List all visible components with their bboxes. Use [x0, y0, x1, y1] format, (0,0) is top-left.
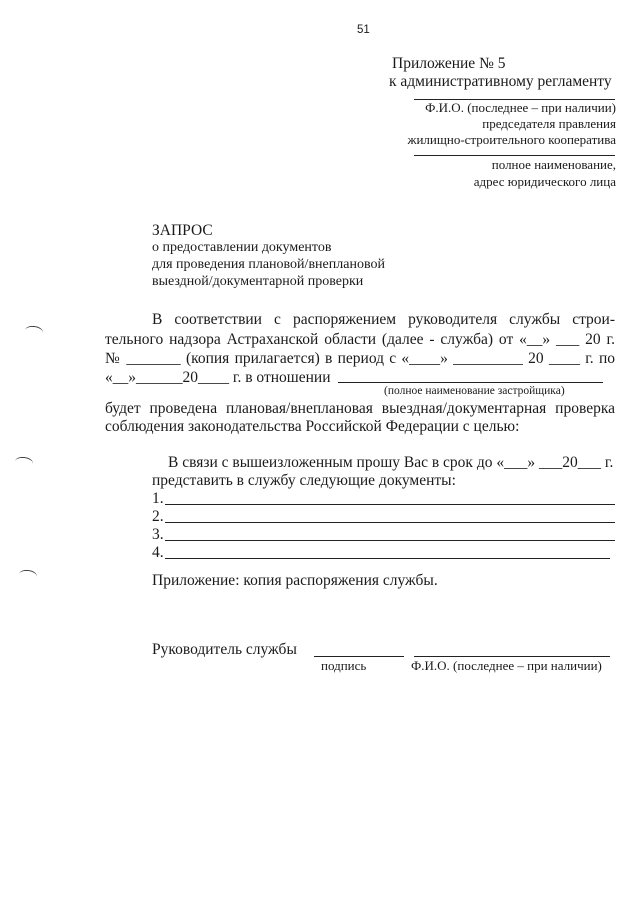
- body-line5: будет проведена плановая/внеплановая выездная/документарная проверка: [105, 400, 615, 417]
- document-title: ЗАПРОС: [152, 222, 213, 239]
- request-line1: В связи с вышеизложенным прошу Вас в срок до «___» ___20___ г.: [168, 454, 614, 471]
- body-line6: соблюдения законодательства Российской Федерации с целью:: [105, 418, 520, 435]
- doc-item-4-number: 4.: [152, 544, 164, 561]
- signatory-name-line: [414, 656, 610, 657]
- chair-name-caption: Ф.И.О. (последнее – при наличии): [425, 100, 616, 115]
- page-number: 51: [357, 24, 370, 36]
- body-line3: № _______ (копия прилагается) в период с «____» _________ 20 ____ г. по: [105, 350, 615, 367]
- doc-item-2-line: [165, 522, 615, 523]
- title-line4: выездной/документарной проверки: [152, 274, 364, 289]
- attachment-note: Приложение: копия распоряжения службы.: [152, 572, 438, 589]
- body-line4: «__»______20____ г. в отношении: [105, 369, 331, 386]
- signature-line: [314, 656, 404, 657]
- developer-name-line: [338, 382, 603, 383]
- developer-caption: (полное наименование застройщика): [384, 385, 565, 397]
- doc-item-2-number: 2.: [152, 508, 164, 525]
- doc-item-4-line: [165, 558, 610, 559]
- request-line2: представить в службу следующие документы:: [152, 472, 456, 489]
- appendix-title: Приложение № 5: [392, 55, 506, 72]
- body-line1: В соответствии с распоряжением руководителя службы строи-: [152, 311, 615, 328]
- org-name-line: [414, 155, 615, 156]
- binding-hole-mark: [14, 456, 33, 469]
- body-line2: тельного надзора Астраханской области (далее - служба) от «__» ___ 20 г.: [105, 331, 615, 348]
- title-line3: для проведения плановой/внеплановой: [152, 257, 385, 272]
- doc-item-3-line: [165, 540, 615, 541]
- doc-item-1-line: [165, 504, 615, 505]
- signature-caption: подпись: [321, 658, 367, 673]
- doc-item-1-number: 1.: [152, 490, 164, 507]
- binding-hole-mark: [18, 569, 37, 582]
- binding-hole-mark: [24, 325, 43, 338]
- chair-role-line2: жилищно-строительного кооператива: [407, 132, 616, 147]
- chair-role-line1: председателя правления: [482, 116, 616, 131]
- org-caption-line1: полное наименование,: [491, 157, 616, 172]
- title-line2: о предоставлении документов: [152, 240, 332, 255]
- doc-item-3-number: 3.: [152, 526, 164, 543]
- signatory-name-caption: Ф.И.О. (последнее – при наличии): [411, 658, 602, 673]
- org-caption-line2: адрес юридического лица: [473, 174, 616, 189]
- appendix-subtitle: к административному регламенту: [389, 73, 612, 90]
- signature-label: Руководитель службы: [152, 641, 297, 658]
